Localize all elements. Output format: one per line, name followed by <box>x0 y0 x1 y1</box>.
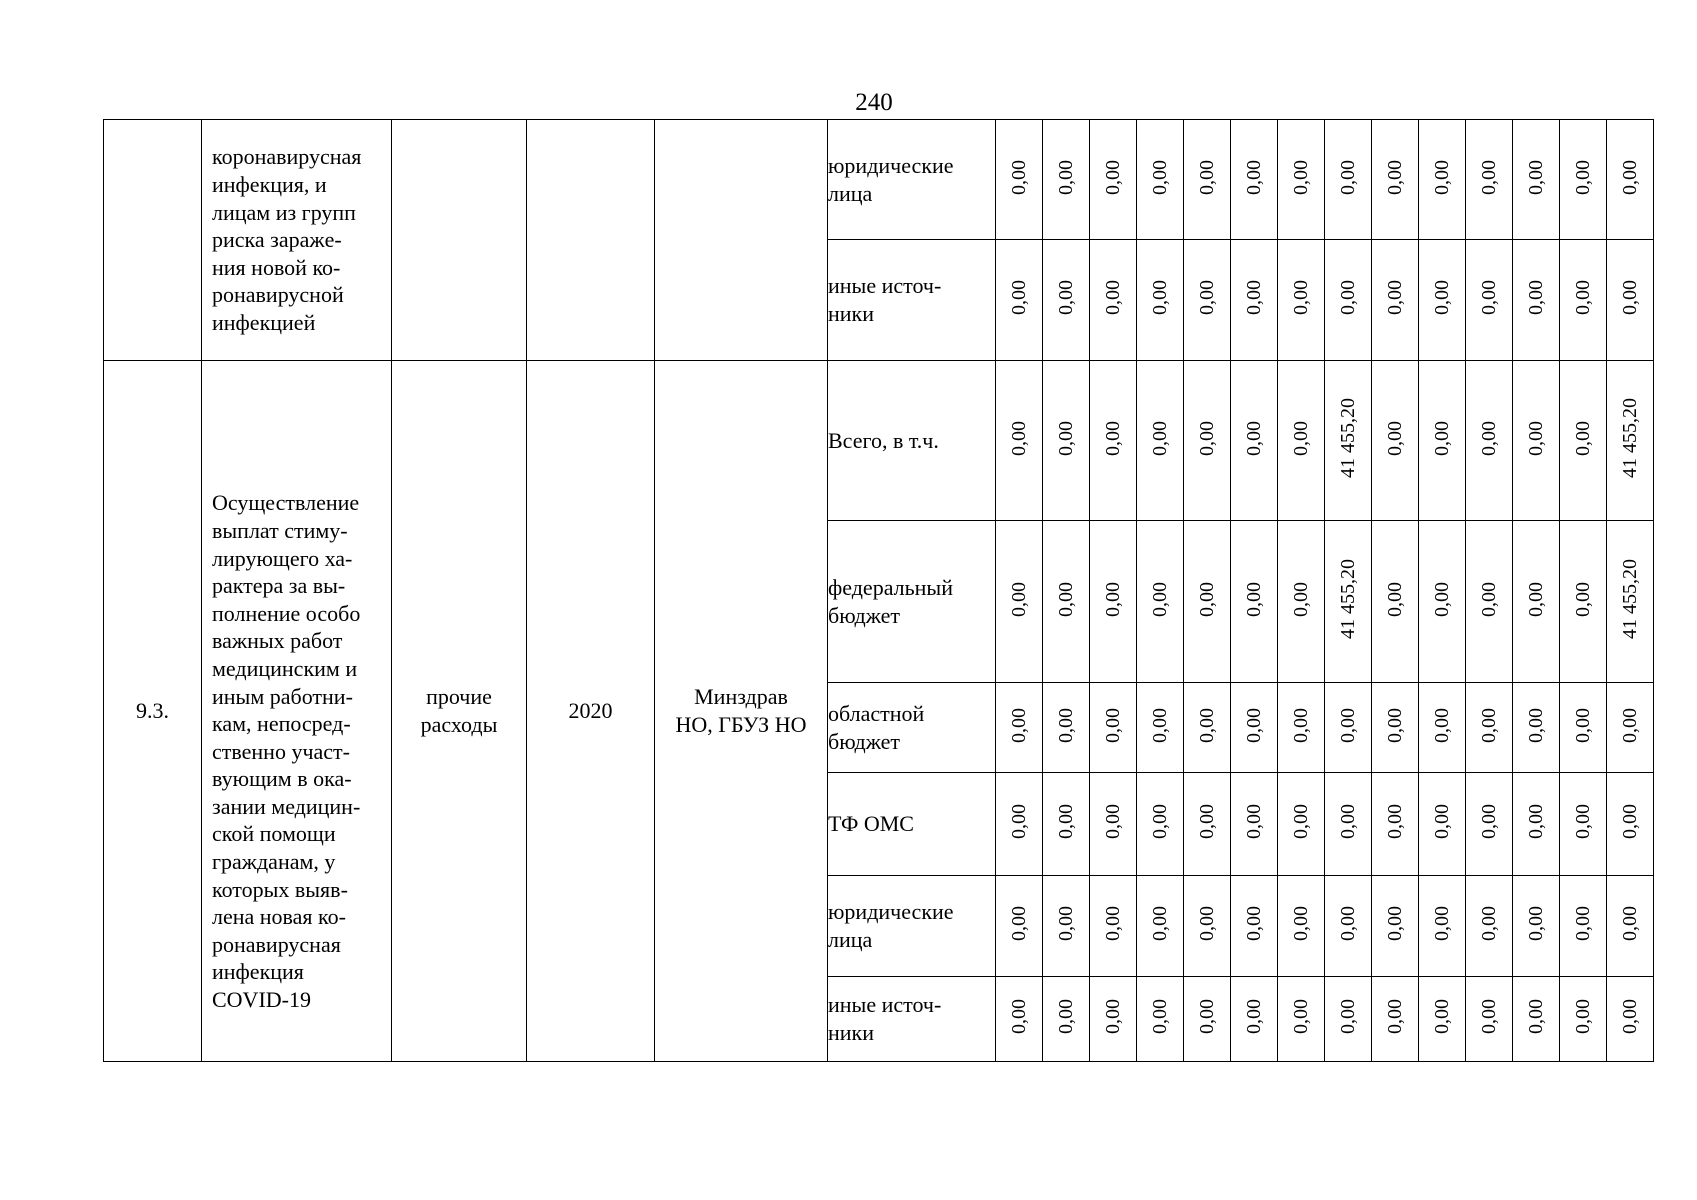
amount-cell <box>1513 977 1560 1062</box>
amount-value: 0,00 <box>1572 280 1594 315</box>
amount-value: 0,00 <box>1478 280 1500 315</box>
amount-cell <box>1137 240 1184 361</box>
amount-value: 0,00 <box>1525 999 1547 1034</box>
amount-value: 0,00 <box>1196 159 1218 195</box>
item-name-line: лена новая ко- <box>212 904 346 930</box>
amount-cell <box>1137 876 1184 977</box>
amount-cell <box>1560 521 1607 683</box>
amount-value: 0,00 <box>1572 999 1594 1034</box>
amount-value: 0,00 <box>1431 906 1453 941</box>
amount-value: 0,00 <box>1384 420 1406 456</box>
item-name-line: которых выяв- <box>212 876 348 902</box>
amount-cell <box>1043 683 1090 773</box>
amount-cell <box>1372 120 1419 240</box>
amount-value: 0,00 <box>1572 707 1594 743</box>
amount-cell <box>1231 240 1278 361</box>
funding-source-cell <box>828 120 996 240</box>
amount-value: 0,00 <box>1337 707 1359 743</box>
amount-cell <box>1419 120 1466 240</box>
amount-cell <box>1231 977 1278 1062</box>
amount-cell <box>1560 876 1607 977</box>
amount-cell <box>1325 773 1372 876</box>
amount-cell <box>1466 361 1513 521</box>
amount-value: 0,00 <box>1196 906 1218 941</box>
amount-value: 0,00 <box>1384 906 1406 941</box>
amount-value: 0,00 <box>1572 159 1594 195</box>
amount-cell <box>996 683 1043 773</box>
funding-source-label: Всего, в т.ч. <box>828 427 939 453</box>
amount-cell <box>1231 361 1278 521</box>
item-name-line: риска заражe- <box>212 227 342 253</box>
item-name-line: рактера за вы- <box>212 573 346 599</box>
amount-value: 0,00 <box>1149 906 1171 941</box>
amount-cell <box>1278 683 1325 773</box>
item-name-line: лирующего ха- <box>212 545 353 571</box>
amount-value: 0,00 <box>1525 420 1547 456</box>
amount-value: 0,00 <box>1478 804 1500 839</box>
amount-cell <box>1231 521 1278 683</box>
amount-value: 0,00 <box>1384 280 1406 315</box>
amount-cell <box>1137 120 1184 240</box>
item-name-line: гражданам, у <box>212 849 336 875</box>
amount-value: 41 455,20 <box>1619 559 1641 639</box>
amount-cell <box>1184 977 1231 1062</box>
amount-cell <box>1560 240 1607 361</box>
amount-value: 0,00 <box>1243 999 1265 1034</box>
amount-value: 0,00 <box>1149 999 1171 1034</box>
amount-cell <box>1419 361 1466 521</box>
item-name-line: коронавирусная <box>212 144 362 170</box>
funding-source-label: федеральный <box>828 574 953 600</box>
amount-cell <box>1043 521 1090 683</box>
amount-cell <box>1560 773 1607 876</box>
amount-value: 0,00 <box>1478 906 1500 941</box>
item-name-line: полнение особо <box>212 600 361 626</box>
amount-value: 0,00 <box>1337 999 1359 1034</box>
amount-cell <box>1466 977 1513 1062</box>
funding-source-label: иные источ- <box>828 273 942 299</box>
amount-value: 0,00 <box>1243 804 1265 839</box>
amount-cell <box>1372 773 1419 876</box>
amount-cell <box>1278 361 1325 521</box>
amount-cell <box>1325 876 1372 977</box>
amount-cell <box>996 521 1043 683</box>
amount-cell <box>1043 361 1090 521</box>
item-name-line: вующим в ока- <box>212 766 352 792</box>
amount-cell <box>1231 120 1278 240</box>
executor-cell <box>655 361 828 1062</box>
amount-cell <box>1278 240 1325 361</box>
amount-cell <box>1419 683 1466 773</box>
amount-cell <box>1560 977 1607 1062</box>
amount-cell <box>1607 876 1654 977</box>
amount-value: 0,00 <box>1055 707 1077 743</box>
amount-value: 0,00 <box>1572 906 1594 941</box>
amount-cell <box>1607 361 1654 521</box>
amount-cell <box>1184 240 1231 361</box>
amount-cell <box>1372 361 1419 521</box>
amount-cell <box>1607 521 1654 683</box>
amount-cell <box>996 773 1043 876</box>
item-name-line: медицинским и <box>212 655 358 681</box>
item-name-line: ронавирусная <box>212 931 341 957</box>
amount-value: 0,00 <box>1290 707 1312 743</box>
amount-value: 0,00 <box>1196 999 1218 1034</box>
amount-value: 0,00 <box>1055 280 1077 315</box>
amount-cell <box>1560 361 1607 521</box>
amount-cell <box>1184 683 1231 773</box>
amount-cell <box>1090 120 1137 240</box>
amount-cell <box>1043 977 1090 1062</box>
amount-cell <box>1607 240 1654 361</box>
executor: НО, ГБУЗ НО <box>675 712 807 737</box>
amount-cell <box>1513 773 1560 876</box>
amount-cell <box>1466 120 1513 240</box>
amount-value: 0,00 <box>1008 906 1030 941</box>
amount-value: 0,00 <box>1290 999 1312 1034</box>
amount-value: 0,00 <box>1149 280 1171 315</box>
amount-cell <box>1043 120 1090 240</box>
amount-value: 41 455,20 <box>1337 398 1359 478</box>
amount-value: 0,00 <box>1243 280 1265 315</box>
amount-value: 0,00 <box>1431 159 1453 195</box>
item-name-cell <box>202 361 392 1062</box>
amount-value: 0,00 <box>1525 804 1547 839</box>
amount-value: 0,00 <box>1572 581 1594 617</box>
amount-value: 0,00 <box>1619 804 1641 839</box>
amount-cell <box>1372 977 1419 1062</box>
amount-cell <box>1466 876 1513 977</box>
amount-value: 0,00 <box>1525 159 1547 195</box>
amount-cell <box>1184 773 1231 876</box>
amount-value: 0,00 <box>1243 420 1265 456</box>
amount-cell <box>1090 773 1137 876</box>
amount-cell <box>1372 876 1419 977</box>
amount-value: 0,00 <box>1384 804 1406 839</box>
amount-value: 0,00 <box>1102 999 1124 1034</box>
amount-value: 0,00 <box>1102 420 1124 456</box>
amount-cell <box>996 120 1043 240</box>
amount-cell <box>1090 240 1137 361</box>
amount-value: 0,00 <box>1055 159 1077 195</box>
amount-cell <box>1184 120 1231 240</box>
amount-cell <box>1419 876 1466 977</box>
funding-source-cell <box>828 361 996 521</box>
amount-value: 0,00 <box>1384 159 1406 195</box>
amount-cell <box>1372 240 1419 361</box>
amount-cell <box>1043 240 1090 361</box>
amount-cell <box>1278 876 1325 977</box>
amount-value: 0,00 <box>1290 420 1312 456</box>
amount-value: 0,00 <box>1337 906 1359 941</box>
amount-cell <box>1372 521 1419 683</box>
amount-value: 0,00 <box>1243 159 1265 195</box>
amount-value: 0,00 <box>1337 280 1359 315</box>
amount-value: 0,00 <box>1149 804 1171 839</box>
amount-cell <box>1419 773 1466 876</box>
amount-cell <box>1466 521 1513 683</box>
funding-source-label: ники <box>828 301 875 326</box>
amount-cell <box>1090 521 1137 683</box>
amount-value: 0,00 <box>1196 280 1218 315</box>
amount-value: 0,00 <box>1008 581 1030 617</box>
amount-cell <box>1043 773 1090 876</box>
amount-cell <box>1419 977 1466 1062</box>
amount-cell <box>1466 240 1513 361</box>
amount-cell <box>1607 120 1654 240</box>
expense-type-cell <box>392 361 527 1062</box>
amount-value: 0,00 <box>1431 999 1453 1034</box>
amount-value: 0,00 <box>1431 420 1453 456</box>
funding-source-label: лица <box>828 927 873 952</box>
funding-source-cell <box>828 521 996 683</box>
amount-cell <box>996 977 1043 1062</box>
year-cell: 2020 <box>527 361 655 1062</box>
amount-value: 0,00 <box>1055 804 1077 839</box>
amount-value: 0,00 <box>1384 581 1406 617</box>
amount-value: 0,00 <box>1149 581 1171 617</box>
amount-value: 0,00 <box>1196 707 1218 743</box>
item-name-cell <box>202 120 392 361</box>
amount-cell <box>1466 683 1513 773</box>
funding-source-label: ТФ ОМС <box>828 811 914 837</box>
amount-cell <box>1137 521 1184 683</box>
amount-value: 0,00 <box>1008 159 1030 195</box>
funding-source-label: иные источ- <box>828 992 942 1018</box>
funding-source-cell <box>828 773 996 876</box>
amount-value: 0,00 <box>1102 804 1124 839</box>
amount-value: 0,00 <box>1290 906 1312 941</box>
amount-cell <box>996 361 1043 521</box>
amount-value: 0,00 <box>1525 581 1547 617</box>
amount-cell <box>1090 683 1137 773</box>
amount-value: 0,00 <box>1290 804 1312 839</box>
amount-cell <box>1278 120 1325 240</box>
amount-value: 0,00 <box>1243 906 1265 941</box>
amount-value: 0,00 <box>1478 707 1500 743</box>
amount-value: 0,00 <box>1243 707 1265 743</box>
amount-value: 0,00 <box>1102 159 1124 195</box>
amount-cell <box>1137 977 1184 1062</box>
table-row <box>104 361 1654 521</box>
amount-value: 0,00 <box>1384 707 1406 743</box>
amount-value: 0,00 <box>1008 280 1030 315</box>
executor-cell <box>655 120 828 361</box>
amount-cell <box>1325 240 1372 361</box>
amount-value: 0,00 <box>1055 581 1077 617</box>
amount-value: 0,00 <box>1478 420 1500 456</box>
item-name-line: инфекция <box>212 959 304 985</box>
amount-value: 0,00 <box>1431 804 1453 839</box>
table-row <box>104 120 1654 240</box>
expense-type-cell <box>392 120 527 361</box>
item-name-line: ственно участ- <box>212 738 350 764</box>
funding-table <box>103 119 1654 1062</box>
amount-cell <box>1231 773 1278 876</box>
item-name-line: ния новой ко- <box>212 254 341 280</box>
amount-value: 0,00 <box>1055 999 1077 1034</box>
item-number-cell <box>104 120 202 361</box>
amount-value: 0,00 <box>1196 804 1218 839</box>
amount-cell <box>1419 240 1466 361</box>
amount-value: 0,00 <box>1243 581 1265 617</box>
amount-value: 0,00 <box>1102 707 1124 743</box>
amount-cell <box>1513 361 1560 521</box>
amount-cell <box>1513 683 1560 773</box>
amount-cell <box>1560 683 1607 773</box>
funding-source-cell <box>828 876 996 977</box>
amount-value: 0,00 <box>1102 280 1124 315</box>
amount-cell <box>1325 521 1372 683</box>
amount-cell <box>1278 773 1325 876</box>
amount-value: 0,00 <box>1102 906 1124 941</box>
executor: Минздрав <box>694 684 788 710</box>
amount-cell <box>1090 361 1137 521</box>
amount-value: 0,00 <box>1525 280 1547 315</box>
year-cell <box>527 120 655 361</box>
item-name-line: зании медицин- <box>212 793 361 819</box>
amount-cell <box>1278 977 1325 1062</box>
amount-cell <box>1607 773 1654 876</box>
amount-cell <box>1513 876 1560 977</box>
amount-cell <box>1231 876 1278 977</box>
amount-cell <box>1137 361 1184 521</box>
amount-value: 0,00 <box>1431 581 1453 617</box>
amount-cell <box>1184 521 1231 683</box>
amount-cell <box>1184 876 1231 977</box>
amount-cell <box>1325 361 1372 521</box>
funding-source-label: лица <box>828 180 873 206</box>
amount-cell <box>996 876 1043 977</box>
amount-value: 41 455,20 <box>1337 559 1359 639</box>
amount-value: 0,00 <box>1149 707 1171 743</box>
amount-value: 0,00 <box>1102 581 1124 617</box>
item-name-line: иным работни- <box>212 683 353 709</box>
amount-value: 0,00 <box>1619 906 1641 941</box>
item-name <box>202 408 391 1013</box>
amount-value: 0,00 <box>1337 804 1359 839</box>
amount-cell <box>1184 361 1231 521</box>
amount-value: 0,00 <box>1478 159 1500 195</box>
amount-value: 41 455,20 <box>1619 398 1641 478</box>
amount-cell <box>1372 683 1419 773</box>
amount-value: 0,00 <box>1008 420 1030 456</box>
amount-cell <box>1607 683 1654 773</box>
amount-value: 0,00 <box>1619 159 1641 195</box>
amount-value: 0,00 <box>1055 420 1077 456</box>
page-number: 240 <box>855 89 893 116</box>
amount-value: 0,00 <box>1149 420 1171 456</box>
amount-cell <box>1513 240 1560 361</box>
amount-value: 0,00 <box>1525 906 1547 941</box>
funding-source-label: областной <box>828 700 925 726</box>
amount-value: 0,00 <box>1431 707 1453 743</box>
amount-value: 0,00 <box>1008 804 1030 839</box>
funding-source-label: бюджет <box>828 728 900 754</box>
funding-source-label: ники <box>828 1020 875 1045</box>
amount-value: 0,00 <box>1619 999 1641 1034</box>
amount-value: 0,00 <box>1008 707 1030 743</box>
amount-cell <box>996 240 1043 361</box>
amount-value: 0,00 <box>1478 999 1500 1034</box>
amount-value: 0,00 <box>1337 159 1359 195</box>
item-name-line: ронавирусной <box>212 282 344 308</box>
amount-cell <box>1419 521 1466 683</box>
funding-source-label: юридические <box>828 899 954 925</box>
amount-value: 0,00 <box>1055 906 1077 941</box>
amount-cell <box>1560 120 1607 240</box>
amount-value: 0,00 <box>1196 420 1218 456</box>
item-name-line: кам, непосред- <box>212 711 351 737</box>
amount-value: 0,00 <box>1290 159 1312 195</box>
funding-source-label: юридические <box>828 152 954 178</box>
amount-cell <box>1466 773 1513 876</box>
amount-value: 0,00 <box>1525 707 1547 743</box>
amount-value: 0,00 <box>1008 999 1030 1034</box>
amount-value: 0,00 <box>1478 581 1500 617</box>
amount-cell <box>1325 977 1372 1062</box>
item-number-cell: 9.3. <box>104 361 202 1062</box>
amount-cell <box>1513 120 1560 240</box>
item-name-line: Осуществление <box>212 490 360 516</box>
amount-cell <box>1137 683 1184 773</box>
amount-value: 0,00 <box>1619 280 1641 315</box>
amount-cell <box>1231 683 1278 773</box>
funding-source-label: бюджет <box>828 602 900 628</box>
amount-cell <box>1137 773 1184 876</box>
amount-cell <box>1278 521 1325 683</box>
amount-cell <box>1090 876 1137 977</box>
item-name <box>202 143 391 336</box>
amount-value: 0,00 <box>1572 420 1594 456</box>
item-name-line: лицам из групп <box>212 199 356 225</box>
amount-value: 0,00 <box>1431 280 1453 315</box>
item-name-line: COVID-19 <box>212 987 311 1013</box>
amount-value: 0,00 <box>1149 159 1171 195</box>
amount-value: 0,00 <box>1619 707 1641 743</box>
funding-source-cell <box>828 240 996 361</box>
amount-cell <box>1325 683 1372 773</box>
funding-source-cell <box>828 977 996 1062</box>
amount-value: 0,00 <box>1196 581 1218 617</box>
amount-cell <box>1513 521 1560 683</box>
item-name-line: инфекцией <box>212 309 316 335</box>
amount-value: 0,00 <box>1290 280 1312 315</box>
amount-cell <box>1043 876 1090 977</box>
funding-source-cell <box>828 683 996 773</box>
amount-cell <box>1607 977 1654 1062</box>
amount-value: 0,00 <box>1384 999 1406 1034</box>
item-name-line: ской помощи <box>212 821 336 847</box>
expense-type: прочие <box>426 684 492 710</box>
expense-type: расходы <box>420 712 498 737</box>
amount-cell <box>1325 120 1372 240</box>
amount-value: 0,00 <box>1290 581 1312 617</box>
amount-value: 0,00 <box>1572 804 1594 839</box>
item-name-line: инфекция, и <box>212 172 327 198</box>
item-name-line: важных работ <box>212 628 343 654</box>
item-name-line: выплат стиму- <box>212 517 348 543</box>
amount-cell <box>1090 977 1137 1062</box>
